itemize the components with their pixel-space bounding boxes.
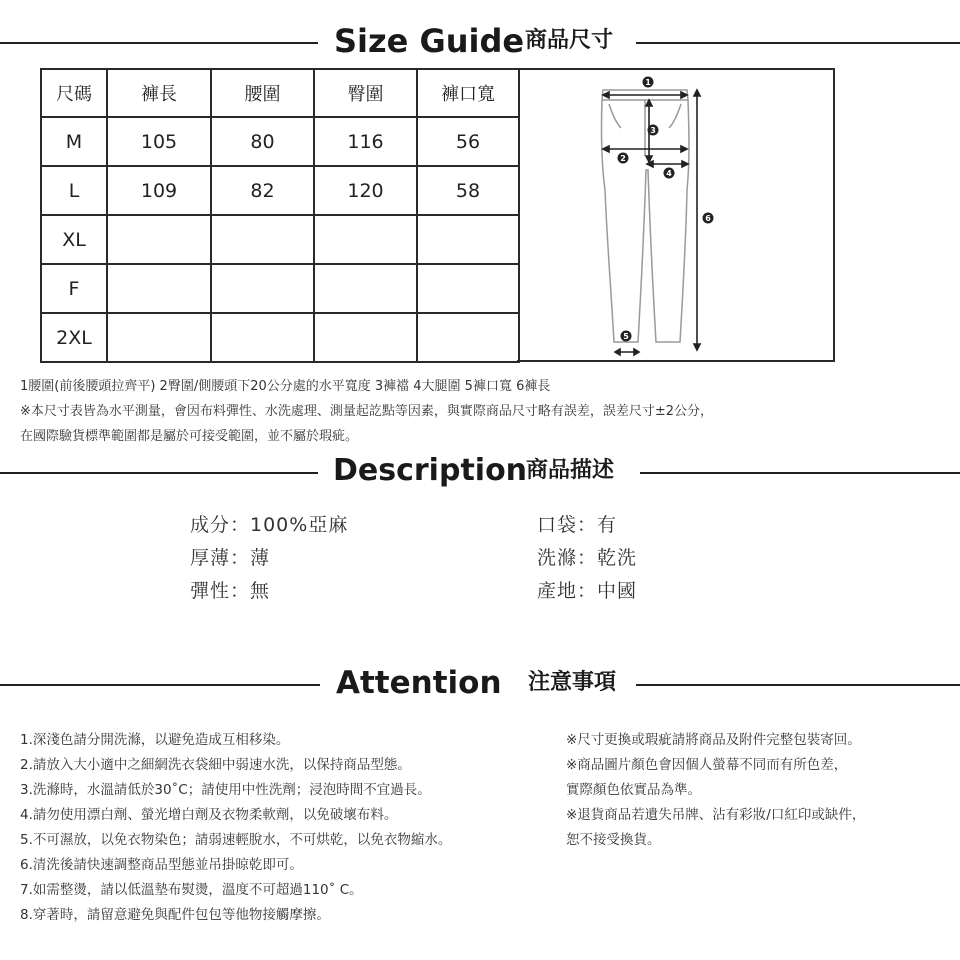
table-cell: 82 xyxy=(211,166,314,215)
table-cell xyxy=(417,215,519,264)
policy-item-2-cont: 實際顏色依實品為準。 xyxy=(566,782,701,798)
pants-measurement-diagram xyxy=(517,68,835,362)
care-item-5: 5.不可濕放，以免衣物染色；請弱速輕脫水，不可烘乾，以免衣物縮水。 xyxy=(20,832,452,848)
divider xyxy=(636,684,960,686)
care-item-6: 6.清洗後請快速調整商品型態並吊掛晾乾即可。 xyxy=(20,857,303,873)
table-row xyxy=(41,215,519,264)
divider xyxy=(636,42,960,44)
policy-item-1: ※尺寸更換或瑕疵請將商品及附件完整包裝寄回。 xyxy=(566,732,861,748)
table-cell: XL xyxy=(41,215,107,264)
desc-material: 成分：100%亞麻 xyxy=(190,514,349,536)
desc-thickness: 厚薄：薄 xyxy=(190,547,271,569)
marker-1: 1 xyxy=(645,78,651,87)
marker-3: 3 xyxy=(650,126,656,135)
policy-item-3: ※退貨商品若遺失吊牌、沾有彩妝/口紅印或缺件， xyxy=(566,807,866,823)
care-item-3: 3.洗滌時，水溫請低於30˚C；請使用中性洗劑；浸泡時間不宜過長。 xyxy=(20,782,431,798)
description-header xyxy=(0,450,960,494)
attention-title-zh: 注意事項 xyxy=(528,670,617,695)
header-cell-hip: 臀圍 xyxy=(314,69,417,117)
care-item-1: 1.深淺色請分開洗滌，以避免造成互相移染。 xyxy=(20,732,290,748)
measurement-disclaimer-cont: 在國際驗貨標準範圍都是屬於可接受範圍，並不屬於瑕疵。 xyxy=(20,429,359,444)
size-guide-title-zh: 商品尺寸 xyxy=(525,28,614,53)
table-cell: 116 xyxy=(314,117,417,166)
divider xyxy=(0,42,318,44)
left-pocket xyxy=(609,104,621,128)
divider xyxy=(0,472,318,474)
pants-illustration xyxy=(517,70,833,362)
table-cell: 2XL xyxy=(41,313,107,362)
policy-item-2: ※商品圖片顏色會因個人螢幕不同而有所色差， xyxy=(566,757,848,773)
care-item-2: 2.請放入大小適中之細網洗衣袋細中弱速水洗，以保持商品型態。 xyxy=(20,757,411,773)
table-cell xyxy=(417,313,519,362)
care-item-8: 8.穿著時，請留意避免與配件包包等他物接觸摩擦。 xyxy=(20,907,330,923)
table-cell xyxy=(107,264,211,313)
care-item-7: 7.如需整燙，請以低溫墊布熨燙，溫度不可超過110˚ C。 xyxy=(20,882,363,898)
policy-item-3-cont: 恕不接受換貨。 xyxy=(566,832,661,848)
measurement-disclaimer: ※本尺寸表皆為水平測量，會因布料彈性、水洗處理、測量起訖點等因素，與實際商品尺寸略有誤差，誤差尺寸±2公分， xyxy=(20,404,714,419)
table-cell: M xyxy=(41,117,107,166)
table-cell xyxy=(417,264,519,313)
table-cell: F xyxy=(41,264,107,313)
attention-title: Attention xyxy=(336,665,502,701)
table-cell: 58 xyxy=(417,166,519,215)
description-title: Description xyxy=(333,453,528,488)
size-guide-title: Size Guide xyxy=(334,22,525,60)
marker-2: 2 xyxy=(620,154,626,163)
table-cell: 56 xyxy=(417,117,519,166)
table-cell xyxy=(314,215,417,264)
header-cell-hem: 褲口寬 xyxy=(417,69,519,117)
header-cell-length: 褲長 xyxy=(107,69,211,117)
header-cell-waist: 腰圍 xyxy=(211,69,314,117)
table-cell xyxy=(107,215,211,264)
desc-washing: 洗滌：乾洗 xyxy=(537,547,638,569)
size-guide-header xyxy=(0,20,960,64)
table-cell: 120 xyxy=(314,166,417,215)
measurement-legend: 1腰圍(前後腰頭拉齊平) 2臀圍/側腰頭下20公分處的水平寬度 3褲襠 4大腿圍 5褲口寬 6褲長 xyxy=(20,379,551,394)
table-cell xyxy=(314,264,417,313)
size-table xyxy=(40,68,520,363)
table-row xyxy=(41,313,519,362)
table-cell xyxy=(211,313,314,362)
table-row xyxy=(41,117,519,166)
table-row xyxy=(41,166,519,215)
table-cell xyxy=(211,215,314,264)
marker-4: 4 xyxy=(666,169,672,178)
table-cell: 105 xyxy=(107,117,211,166)
marker-6: 6 xyxy=(705,214,711,223)
divider xyxy=(640,472,960,474)
care-item-4: 4.請勿使用漂白劑、螢光增白劑及衣物柔軟劑，以免破壞布料。 xyxy=(20,807,398,823)
table-row xyxy=(41,264,519,313)
divider xyxy=(0,684,320,686)
header-cell-size: 尺碼 xyxy=(41,69,107,117)
desc-origin: 產地：中國 xyxy=(537,580,638,602)
description-title-zh: 商品描述 xyxy=(526,458,615,483)
desc-elasticity: 彈性：無 xyxy=(190,580,271,602)
table-cell: 109 xyxy=(107,166,211,215)
right-pocket xyxy=(669,104,681,128)
marker-5: 5 xyxy=(623,332,629,341)
table-cell xyxy=(211,264,314,313)
table-header-row xyxy=(41,69,519,117)
table-cell xyxy=(314,313,417,362)
attention-header xyxy=(0,662,960,706)
desc-pocket: 口袋：有 xyxy=(537,514,618,536)
table-cell: 80 xyxy=(211,117,314,166)
table-cell xyxy=(107,313,211,362)
table-cell: L xyxy=(41,166,107,215)
